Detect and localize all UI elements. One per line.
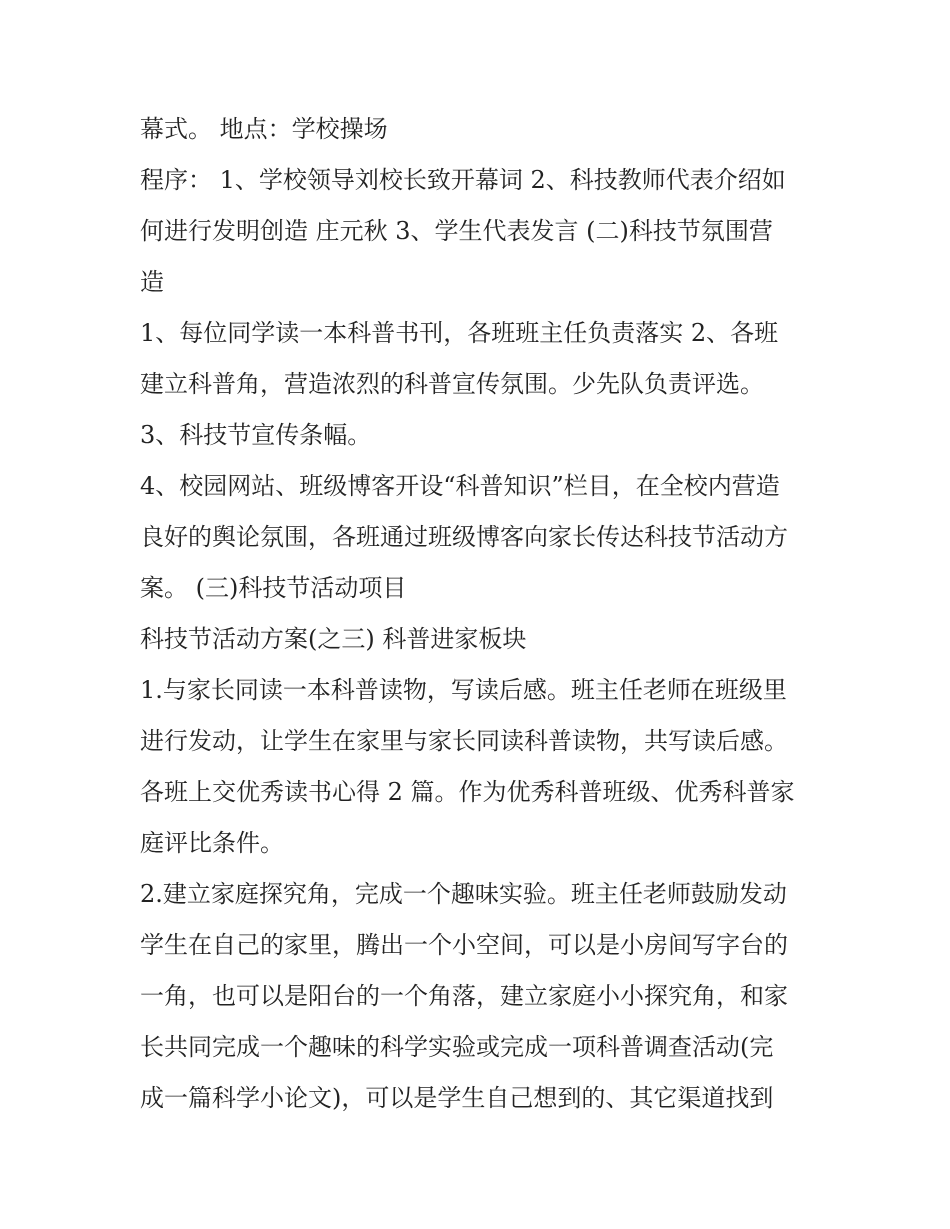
text-line: 进行发动，让学生在家里与家长同读科普读物，共写读后感。 <box>140 727 788 755</box>
text-line: 长共同完成一个趣味的科学实验或完成一项科普调查活动(完 <box>140 1033 774 1061</box>
text-line: 庭评比条件。 <box>140 829 284 857</box>
text-line: 学生在自己的家里，腾出一个小空间，可以是小房间写字台的 <box>140 931 788 959</box>
text-line: 各班上交优秀读书心得 2 篇。作为优秀科普班级、优秀科普家 <box>140 778 795 806</box>
text-line: 1.与家长同读一本科普读物，写读后感。班主任老师在班级里 <box>140 676 787 704</box>
text-line: 造 <box>140 268 164 296</box>
text-line: 程序： 1、学校领导刘校长致开幕词 2、科技教师代表介绍如 <box>140 166 786 194</box>
text-line: 案。 (三)科技节活动项目 <box>140 574 407 602</box>
text-line: 2.建立家庭探究角，完成一个趣味实验。班主任老师鼓励发动 <box>140 880 787 908</box>
text-line: 成一篇科学小论文)，可以是学生自己想到的、其它渠道找到 <box>140 1084 774 1112</box>
text-line: 一角，也可以是阳台的一个角落，建立家庭小小探究角，和家 <box>140 982 788 1010</box>
document-body <box>140 104 820 1124</box>
text-line: 幕式。 地点：学校操场 <box>140 115 388 143</box>
text-line: 科技节活动方案(之三) 科普进家板块 <box>140 625 527 653</box>
text-line: 建立科普角，营造浓烈的科普宣传氛围。少先队负责评选。 <box>140 370 764 398</box>
text-line: 4、校园网站、班级博客开设“科普知识”栏目，在全校内营造 <box>140 472 780 500</box>
text-line: 3、科技节宣传条幅。 <box>140 421 372 449</box>
text-line: 何进行发明创造 庄元秋 3、学生代表发言 (二)科技节氛围营 <box>140 217 773 245</box>
text-line: 1、每位同学读一本科普书刊，各班班主任负责落实 2、各班 <box>140 319 779 347</box>
text-line: 良好的舆论氛围，各班通过班级博客向家长传达科技节活动方 <box>140 523 788 551</box>
